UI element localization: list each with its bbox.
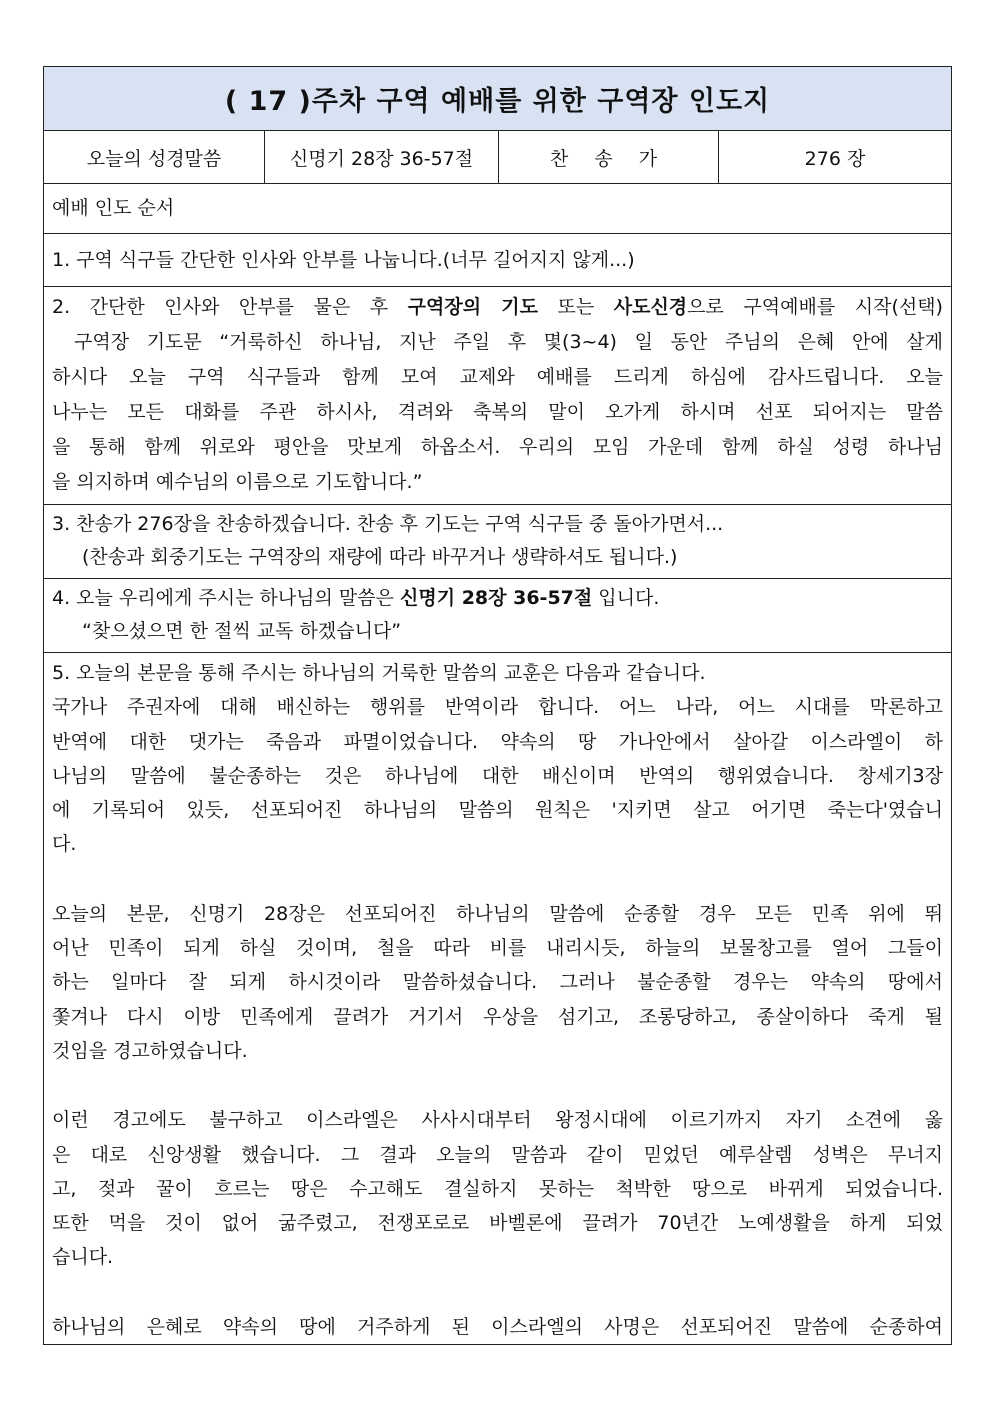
- para-3-line: 고, 젖과 꿀이 흐르는 땅은 수고해도 결실하지 못하는 척박한 땅으로 바뀌게 되었습니다.: [52, 1177, 943, 1200]
- step-4: [44, 579, 951, 653]
- para-4-line: 하나님의 은혜로 약속의 땅에 거주하게 된 이스라엘의 사명은 선포되어진 말씀에 순종하여: [52, 1315, 943, 1338]
- step-2-text-a: 2. 간단한 인사와 안부를 물은 후: [52, 296, 408, 318]
- para-2-line: 쫓겨나 다시 이방 민족에게 끌려가 거기서 우상을 섬기고, 조롱당하고, 종살이하다 죽게 될: [52, 1005, 943, 1028]
- paragraph-gap: [52, 862, 943, 897]
- step-2-line-1: [52, 290, 943, 325]
- step-1: [44, 234, 951, 287]
- para-1-line: 다.: [52, 833, 77, 856]
- scripture-label: 오늘의 성경말씀: [44, 131, 265, 183]
- order-heading: [44, 184, 951, 234]
- hymn-label: 찬 송 가: [499, 131, 719, 183]
- step-2-text-e: 으로 구역예배를 시작(선택): [687, 296, 943, 318]
- para-3-line: 습니다.: [52, 1246, 114, 1269]
- para-3-line: 은 대로 신앙생활 했습니다. 그 결과 오늘의 말씀과 같이 믿었던 예루살렘 성벽은 무너지: [52, 1143, 943, 1166]
- paragraph-gap: [52, 1068, 943, 1103]
- step-2: [44, 287, 951, 505]
- step-3: [44, 505, 951, 579]
- step-4-line-2: “찾으셨으면 한 절씩 교독 하겠습니다”: [82, 620, 402, 642]
- para-3-line: 이런 경고에도 불구하고 이스라엘은 사사시대부터 왕정시대에 이르기까지 자기 소견에 옳: [52, 1109, 943, 1132]
- paragraph-gap: [52, 1275, 943, 1310]
- prayer-line: 을 의지하며 예수님의 이름으로 기도합니다.”: [52, 471, 423, 493]
- para-2-line: 하는 일마다 잘 되게 하시것이라 말씀하셨습니다. 그러나 불순종할 경우는 약속의 땅에서: [52, 971, 943, 994]
- step-2-bold-creed: 사도신경: [613, 296, 688, 318]
- para-3-line: 또한 먹을 것이 없어 굶주렸고, 전쟁포로로 바벨론에 끌려가 70년간 노예생활을 하게 되었: [52, 1212, 943, 1235]
- step-4-line-1: [52, 582, 943, 615]
- step-5-intro: 5. 오늘의 본문을 통해 주시는 하나님의 거룩한 말씀의 교훈은 다음과 같습니다.: [52, 662, 706, 684]
- step-4-text-c: 입니다.: [592, 587, 660, 609]
- prayer-line: 을 통해 함께 위로와 평안을 맛보게 하옵소서. 우리의 모임 가운데 함께 하실 성령 하나님: [52, 436, 943, 458]
- order-heading-text: 예배 인도 순서: [52, 197, 175, 219]
- para-2-line: 어난 민족이 되게 하실 것이며, 철을 따라 비를 내리시듯, 하늘의 보물창고를 열어 그들이: [52, 937, 943, 960]
- para-1-line: 나님의 말씀에 불순종하는 것은 하나님에 대한 배신이며 반역의 행위였습니다. 창세기3장: [52, 764, 943, 787]
- para-2-line: 것임을 경고하였습니다.: [52, 1039, 248, 1062]
- step-5: [44, 653, 951, 1344]
- info-table-row: [44, 131, 951, 184]
- step-3-line-2: (찬송과 회중기도는 구역장의 재량에 따라 바꾸거나 생략하셔도 됩니다.): [82, 546, 678, 568]
- para-1-line: 국가나 주권자에 대해 배신하는 행위를 반역이라 합니다. 어느 나라, 어느 시대를 막론하고: [52, 696, 943, 719]
- title-text: ( 17 )주차 구역 예배를 위한 구역장 인도지: [224, 86, 771, 117]
- para-2-line: 오늘의 본문, 신명기 28장은 선포되어진 하나님의 말씀에 순종할 경우 모든 민족 위에 뛰: [52, 902, 943, 925]
- step-4-text-a: 4. 오늘 우리에게 주시는 하나님의 말씀은: [52, 587, 401, 609]
- step-4-bold-scripture: 신명기 28장 36-57절: [400, 587, 593, 609]
- prayer-line: 하시다 오늘 구역 식구들과 함께 모여 교제와 예배를 드리게 하심에 감사드립니다. 오늘: [52, 366, 943, 388]
- hymn-value: 276 장: [804, 147, 866, 170]
- prayer-line: 구역장 기도문 “거룩하신 하나님, 지난 주일 후 몇(3~4) 일 동안 주님의 은혜 안에 살게: [74, 331, 943, 353]
- step-3-line-1: 3. 찬송가 276장을 찬송하겠습니다. 찬송 후 기도는 구역 식구들 중 돌아가면서...: [52, 513, 724, 535]
- para-1-line: 에 기록되어 있듯, 선포되어진 하나님의 말씀의 원칙은 '지키면 살고 어기면 죽는다'였습니: [52, 799, 943, 822]
- step-2-text-c: 또는: [537, 296, 614, 318]
- document-title: [44, 67, 951, 131]
- prayer-line: 나누는 모든 대화를 주관 하시사, 격려와 축복의 말이 오가게 하시며 선포 되어지는 말씀: [52, 401, 943, 423]
- step-1-text: 1. 구역 식구들 간단한 인사와 안부를 나눕니다.(너무 길어지지 않게...): [52, 248, 635, 271]
- step-2-bold-prayer: 구역장의 기도: [407, 296, 538, 318]
- para-1-line: 반역에 대한 댓가는 죽음과 파멸이었습니다. 약속의 땅 가나안에서 살아갈 이스라엘이 하: [52, 730, 943, 753]
- worship-guide-document: [43, 66, 952, 1345]
- scripture-value: 신명기 28장 36-57절: [265, 131, 499, 183]
